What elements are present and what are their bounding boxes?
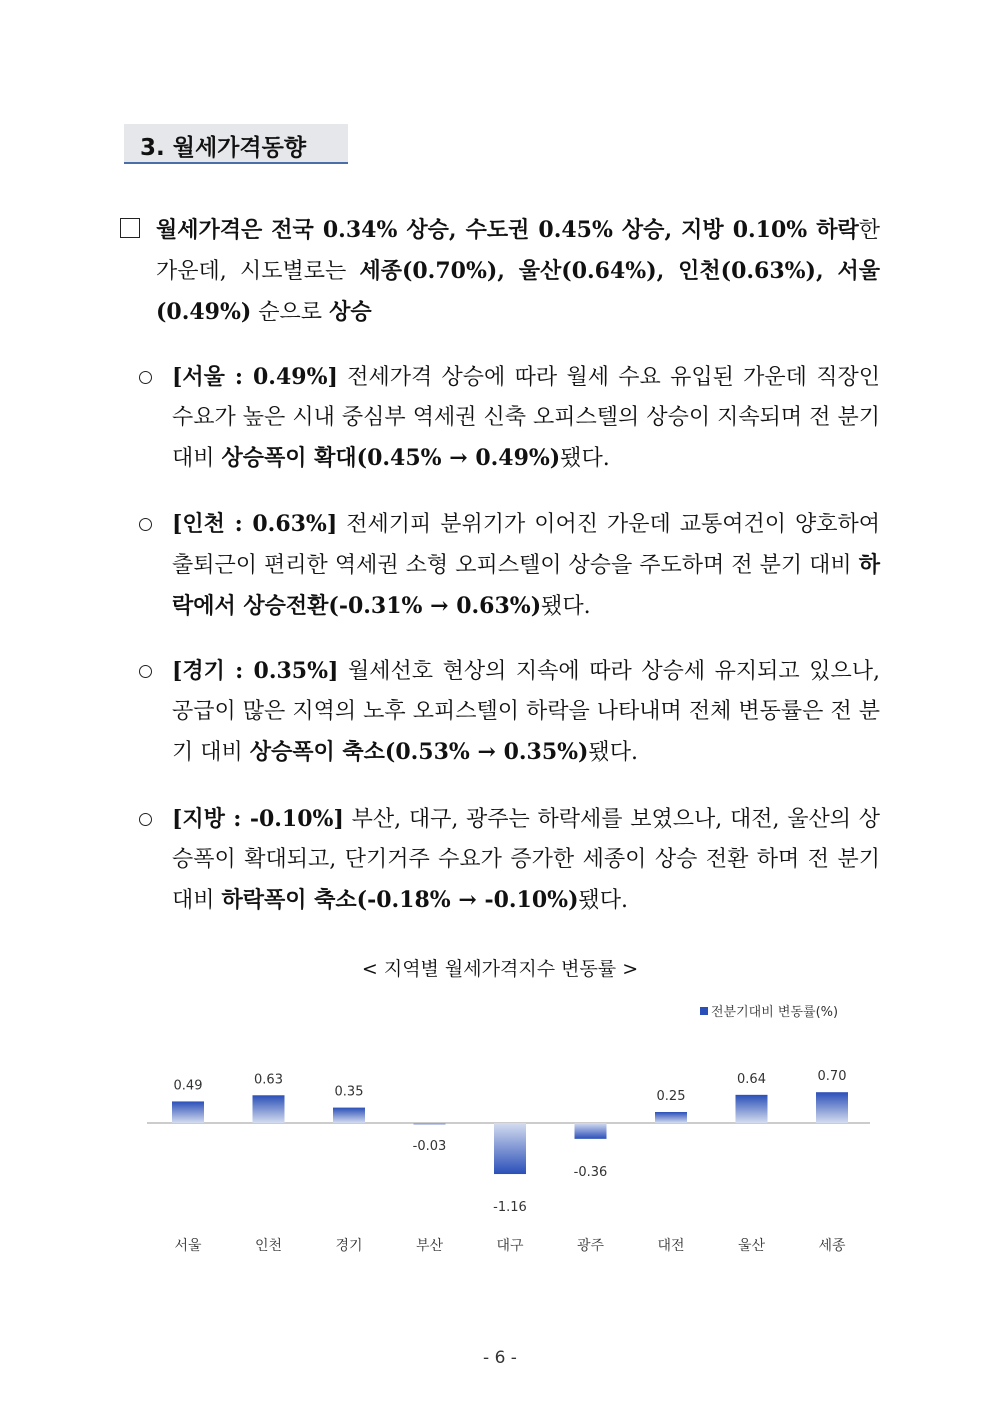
bar-세종	[816, 1092, 848, 1123]
text: 됐다.	[541, 594, 591, 619]
bar-인천	[253, 1095, 285, 1123]
data-label: 0.70	[817, 1069, 847, 1085]
text: 월세선호 현상의 지속에 따라 상승세 유지되고 있으나, 공급이 많은 지역의 노후 오피스텔이 하락을 나타내며 전체 변동률은 전 분기 대비	[172, 659, 880, 765]
text: 부산, 대구, 광주는 하락세를 보였으나, 대전, 울산의 상승폭이 확대되고, 단기거주 수요가 증가한 세종이 상승 전환 하며 전 분기 대비	[172, 807, 880, 913]
legend-label: 전분기대비 변동률(%)	[711, 1005, 839, 1020]
text: 순으로	[251, 300, 330, 325]
data-label: 0.35	[334, 1084, 364, 1100]
category-label: 대전	[657, 1238, 685, 1254]
bold-text: 하락폭이 축소(-0.18% → -0.10%)	[221, 887, 579, 913]
category-label: 광주	[576, 1238, 605, 1254]
bar-서울	[172, 1101, 204, 1123]
bold-text: 상승	[329, 299, 372, 325]
bar-대전	[655, 1112, 687, 1123]
page-number: - 6 -	[483, 1348, 517, 1368]
bullet-incheon	[172, 504, 880, 627]
bar-울산	[736, 1095, 768, 1123]
section-title: 3. 월세가격동향	[124, 124, 348, 164]
data-label: 0.49	[173, 1078, 203, 1094]
data-label: 0.64	[737, 1071, 766, 1087]
bar-부산	[414, 1123, 446, 1124]
bold-text: 세종(0.70%), 울산(0.64%), 인천(0.63%), 서울(0.49%)	[156, 258, 881, 325]
data-label: -1.16	[493, 1200, 527, 1216]
bold-text: [서울 : 0.49%]	[172, 364, 338, 390]
bullet-seoul	[172, 357, 880, 479]
category-label: 서울	[174, 1238, 202, 1254]
bar-경기	[333, 1108, 365, 1123]
bold-text: 상승폭이 축소(0.53% → 0.35%)	[249, 739, 589, 765]
text: 전세기피 분위기가 이어진 가운데 교통여건이 양호하여 출퇴근이 편리한 역세권 소형 오피스텔이 상승을 주도하며 전 분기 대비	[172, 512, 880, 578]
data-label: -0.03	[412, 1139, 447, 1154]
text: 됐다.	[588, 740, 638, 765]
category-label: 부산	[415, 1238, 444, 1254]
bold-text: 월세가격은 전국 0.34% 상승, 수도권 0.45% 상승, 지방 0.10% 하락	[156, 217, 859, 243]
bar-대구	[494, 1123, 526, 1174]
bold-text: 하락에서 상승전환(-0.31% → 0.63%)	[172, 552, 880, 619]
category-label: 대구	[496, 1238, 524, 1254]
bold-text: [경기 : 0.35%]	[172, 658, 339, 684]
data-label: 0.63	[254, 1072, 283, 1088]
bar-광주	[575, 1123, 607, 1139]
bold-text: [지방 : -0.10%]	[172, 806, 344, 832]
bullet-gyeonggi	[172, 651, 880, 773]
bold-text: [인천 : 0.63%]	[172, 511, 338, 537]
rent-change-bar-chart	[0, 990, 1000, 1270]
checkbox-square-icon	[120, 218, 140, 238]
bullet-circle-icon	[139, 813, 152, 826]
bullet-circle-icon	[139, 665, 152, 678]
category-label: 경기	[335, 1238, 363, 1254]
data-label: 0.25	[656, 1089, 686, 1104]
text: 한 가운데, 시도별로는	[156, 218, 880, 284]
category-label: 울산	[737, 1238, 766, 1254]
chart-title: < 지역별 월세가격지수 변동률 >	[361, 958, 639, 980]
bullet-provinces	[172, 799, 880, 921]
summary-paragraph	[156, 210, 880, 333]
bullet-circle-icon	[139, 518, 152, 531]
text: 전세가격 상승에 따라 월세 수요 유입된 가운데 직장인 수요가 높은 시내 중심부 역세권 신축 오피스텔의 상승이 지속되며 전 분기 대비	[172, 365, 880, 471]
data-label: -0.36	[573, 1164, 608, 1180]
text: 됐다.	[560, 446, 610, 471]
bold-text: 상승폭이 확대(0.45% → 0.49%)	[221, 445, 561, 471]
bullet-circle-icon	[139, 371, 152, 384]
category-label: 인천	[254, 1238, 283, 1254]
text: 됐다.	[578, 888, 628, 913]
legend-swatch	[700, 1007, 708, 1015]
category-label: 세종	[818, 1238, 846, 1254]
